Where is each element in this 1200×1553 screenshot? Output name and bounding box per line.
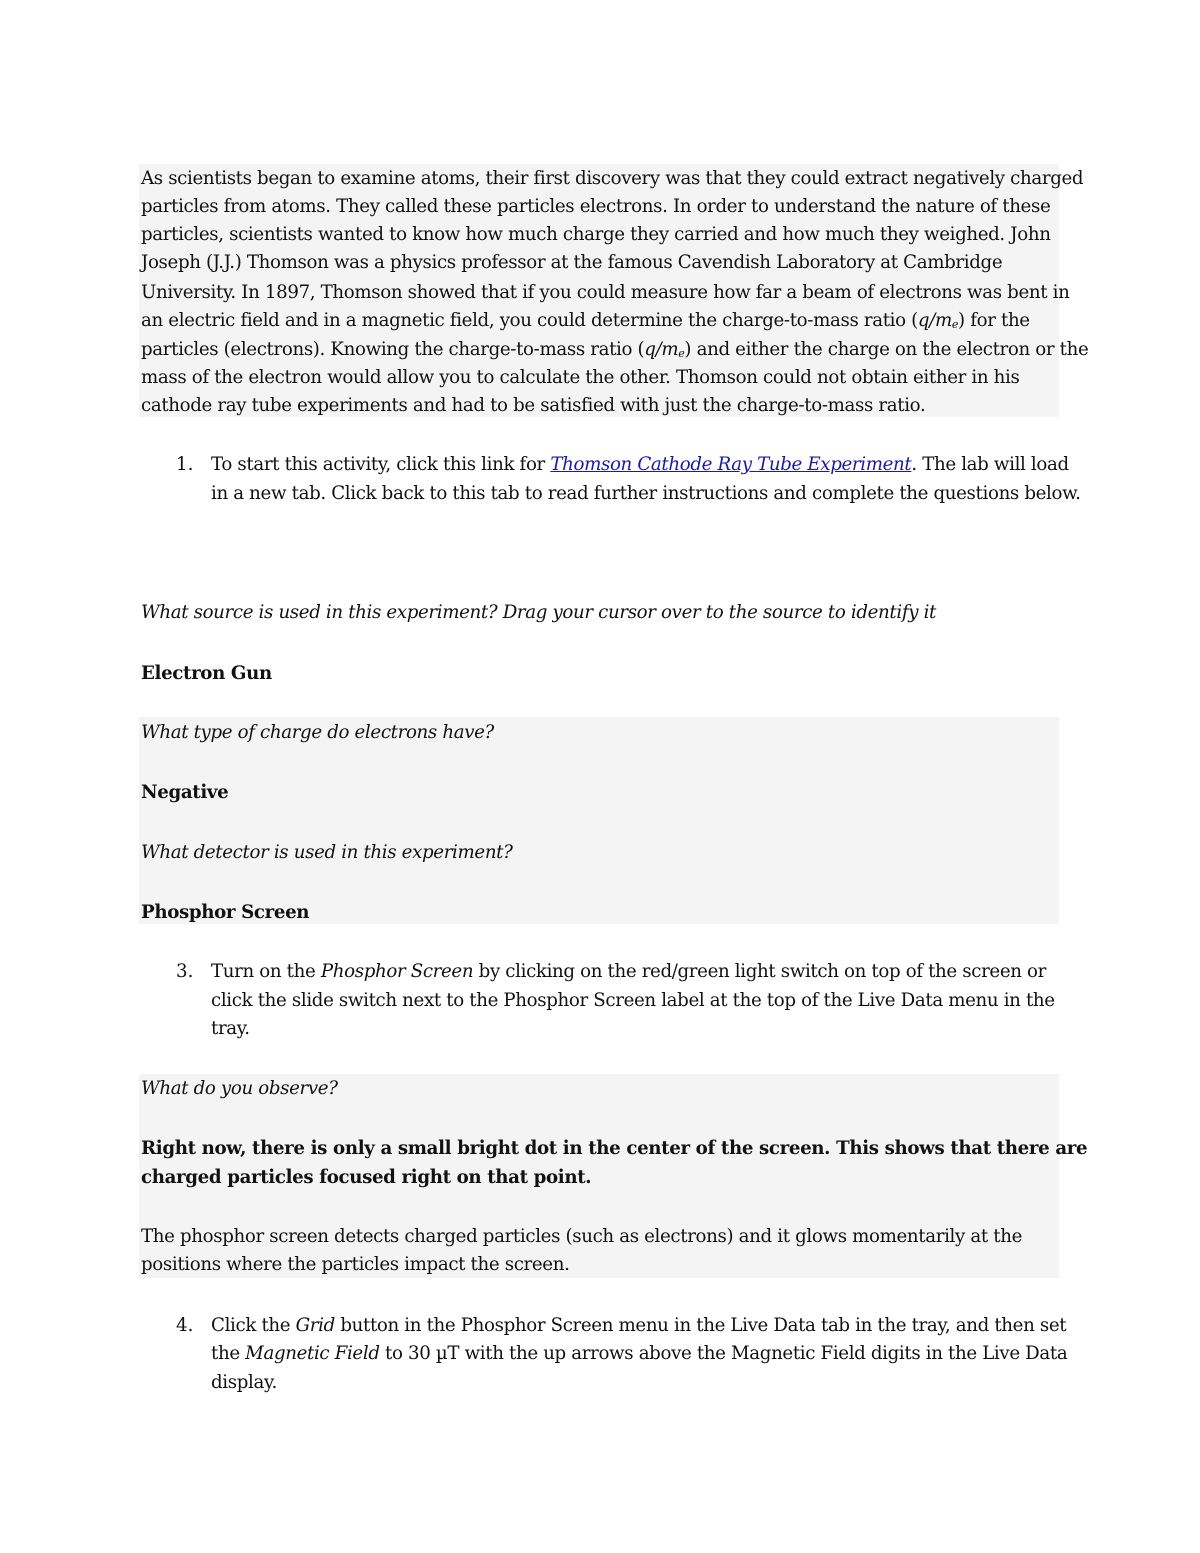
step-4-line-3: display.: [211, 1372, 277, 1393]
answer-source: Electron Gun: [141, 663, 272, 684]
question-source: What source is used in this experiment? Drag your cursor over to the source to identify it: [141, 602, 937, 623]
observe-note-line-2: positions where the particles impact the screen.: [141, 1254, 570, 1275]
answer-observe-line-1: Right now, there is only a small bright dot in the center of the screen. This shows that there are: [141, 1138, 1088, 1159]
answer-charge: Negative: [141, 782, 229, 803]
intro-line-8: mass of the electron would allow you to calculate the other. Thomson could not obtain either in his: [141, 367, 1020, 388]
step-3-line-3: tray.: [211, 1018, 250, 1039]
intro-line-7: particles (electrons). Knowing the charge-to-mass ratio $(q/m_e)$ and either the charge on the electron or the: [141, 339, 1089, 360]
step-3-number: 3.: [176, 961, 194, 982]
step-3-line-2: click the slide switch next to the Phosphor Screen label at the top of the Live Data menu in the: [211, 990, 1055, 1011]
step-4-line-1: Click the Grid button in the Phosphor Screen menu in the Live Data tab in the tray, and then set: [211, 1315, 1067, 1336]
question-observe: What do you observe?: [141, 1078, 338, 1099]
experiment-link[interactable]: Thomson Cathode Ray Tube Experiment: [550, 454, 912, 475]
observe-note-line-1: The phosphor screen detects charged particles (such as electrons) and it glows momentarily at the: [141, 1226, 1022, 1247]
intro-line-9: cathode ray tube experiments and had to be satisfied with just the charge-to-mass ratio.: [141, 395, 926, 416]
step-4-line-2: the Magnetic Field to 30 µT with the up arrows above the Magnetic Field digits in the Live Data: [211, 1343, 1068, 1364]
step-1-line-1: To start this activity, click this link for Thomson Cathode Ray Tube Experiment. The lab will load: [211, 454, 1069, 475]
intro-line-2: particles from atoms. They called these particles electrons. In order to understand the nature of these: [141, 196, 1051, 217]
intro-line-4: Joseph (J.J.) Thomson was a physics professor at the famous Cavendish Laboratory at Cambridge: [141, 252, 1003, 273]
step-3-line-1: Turn on the Phosphor Screen by clicking on the red/green light switch on top of the screen or: [211, 961, 1046, 982]
question-charge: What type of charge do electrons have?: [141, 722, 494, 743]
intro-line-6: an electric field and in a magnetic field, you could determine the charge-to-mass ratio $(q/m_e)$ for the: [141, 310, 1030, 331]
step-1-line-2: in a new tab. Click back to this tab to read further instructions and complete the questions below.: [211, 483, 1081, 504]
intro-line-3: particles, scientists wanted to know how much charge they carried and how much they weighed. John: [141, 224, 1051, 245]
qa-shade: [139, 717, 1059, 924]
answer-detector: Phosphor Screen: [141, 902, 310, 923]
question-detector: What detector is used in this experiment?: [141, 842, 513, 863]
answer-observe-line-2: charged particles focused right on that point.: [141, 1167, 592, 1188]
step-4-number: 4.: [176, 1315, 194, 1336]
intro-line-5: University. In 1897, Thomson showed that if you could measure how far a beam of electrons was bent in: [141, 282, 1070, 303]
step-1-number: 1.: [176, 454, 194, 475]
intro-line-1: As scientists began to examine atoms, their first discovery was that they could extract negatively charged: [141, 168, 1084, 189]
